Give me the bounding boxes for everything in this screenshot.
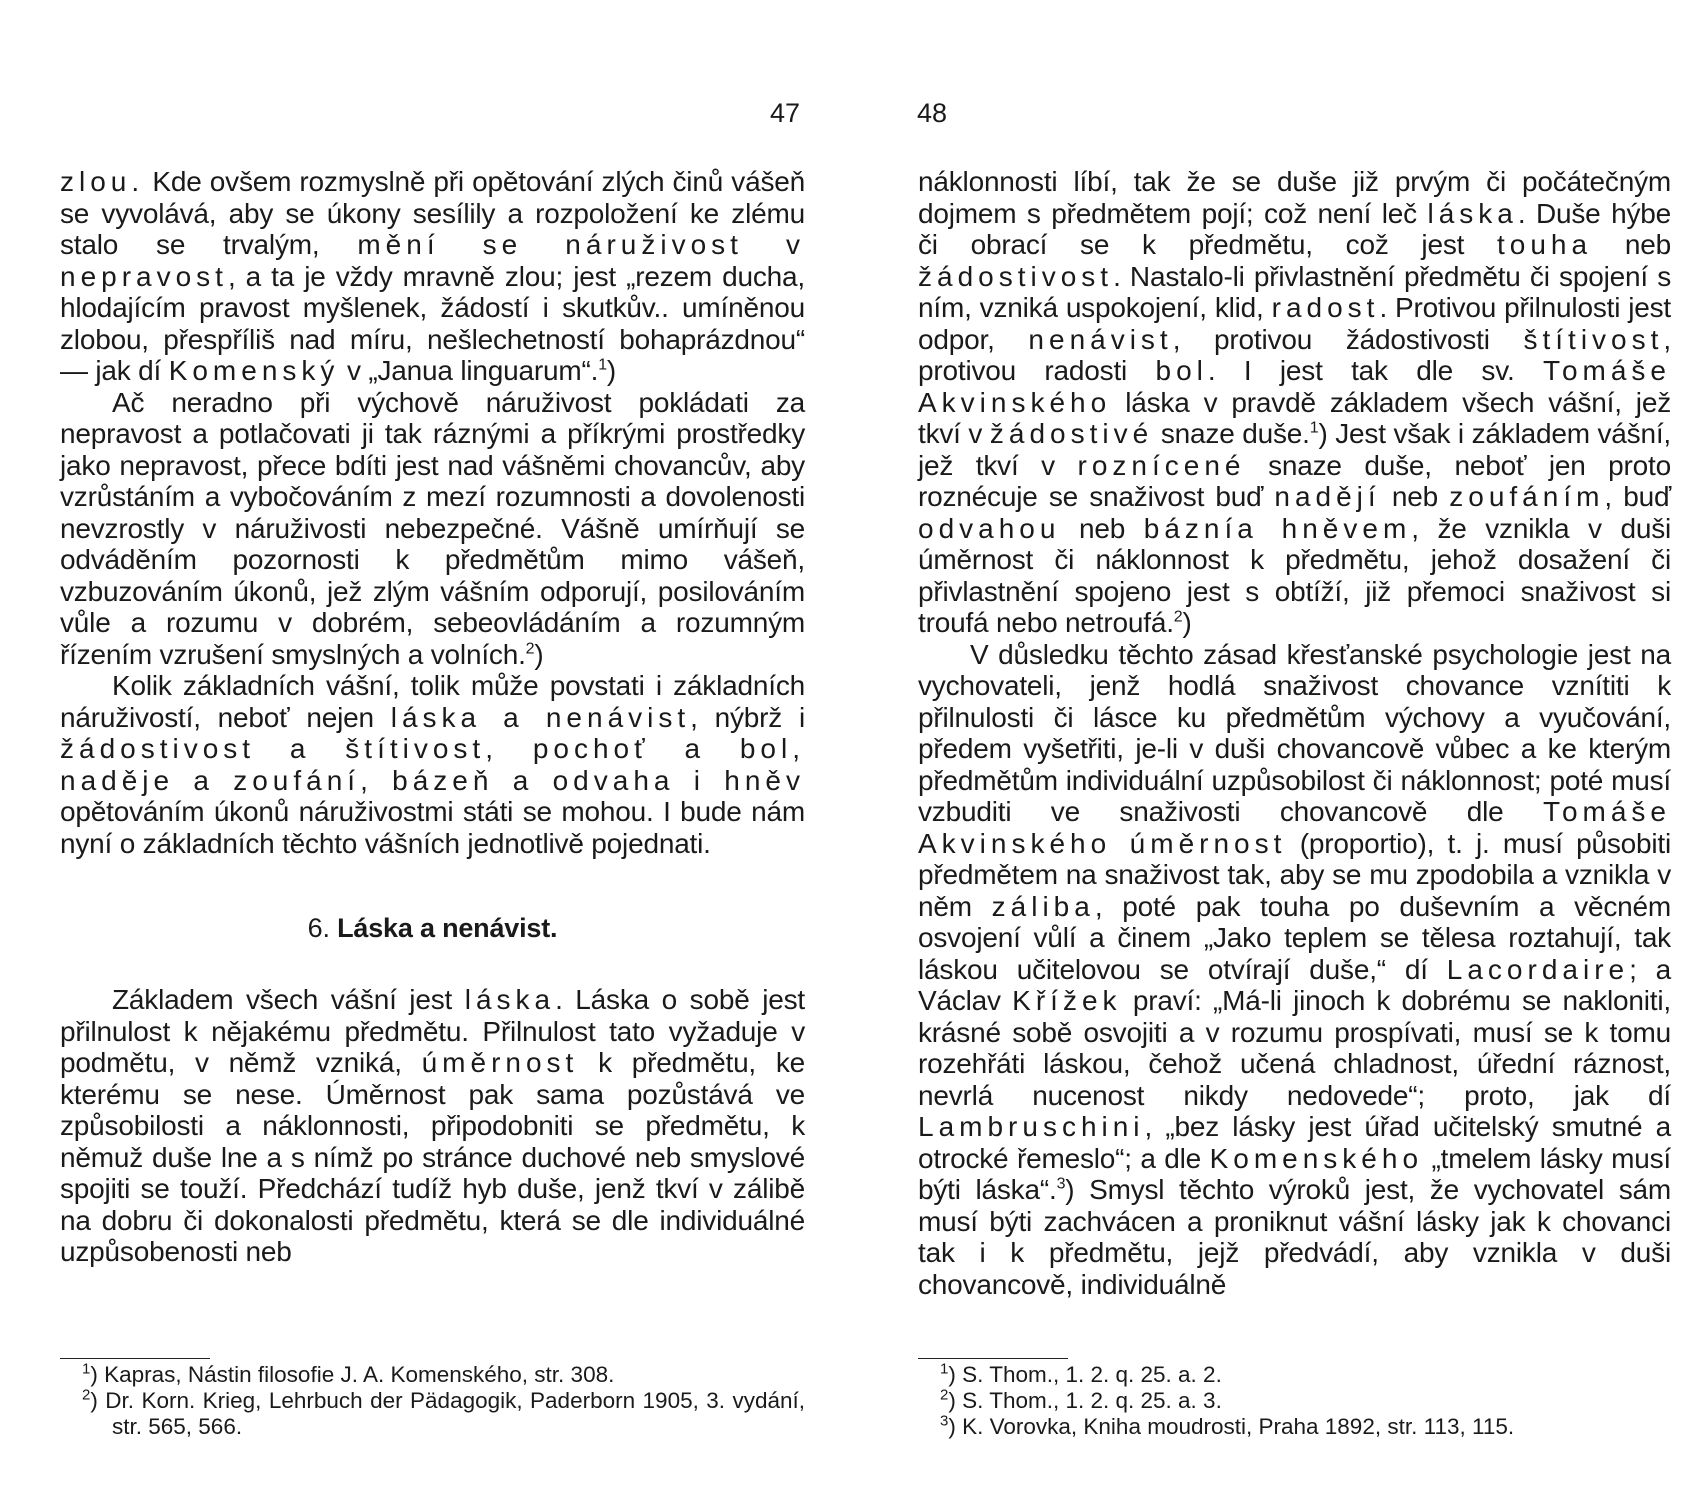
footnote-ref: 3 [1056,1175,1066,1193]
text-run: Ač neradno při výchově náruživost pokládati za nepravost a potlačovati ji tak ráznými a příkrými prostředky jako nepravost, přece bdíti jest nad vášněmi chovancův, aby vzrůstáním a vybočováním z mezí rozumnosti a dovolenosti nevzrostly v náruživosti nebezpečné. Vášně umírňují se odváděním pozornosti k předmětům mimo vášeň, vzbuzováním úkonů, jež zlým vášním odporují, posilováním vůle a rozumu v dobrém, sebeovládáním a rozumným řízením vzrušení smyslných a volních. [60,386,805,670]
section-heading [60,913,805,944]
text-run: . I jest tak dle sv. [1207,355,1543,386]
emphasized-text: radost [1271,292,1380,323]
footnote-ref: 1 [598,356,607,374]
text-run: V důsledku těchto zásad křesťanské psychologie jest na vychovateli, jenž hodlá snaživost chovance vznítiti k přilnulosti či lásce ku předmětům výchovy a vyučování, předem vyšetřiti, je-li v duši chovancově vůbec a ke kterým předmětům individuální uzpůsobilost či náklonnost; poté musí vzbuditi ve snaživosti chovancově dle [918,638,1671,827]
text-run: , poté pak touha po duševním a věcném osvojení vůlí a činem „Jako teplem se tělesa roztahují, tak láskou učitelovou se otvírají duše,“ dí [918,890,1672,985]
paragraph [918,639,1671,1301]
emphasized-text: Komenského [1209,1142,1424,1174]
text-run: , že vznikla v duši úměrnost či náklonnost k předmětu, jehož dosažení či přivlastnění spojeno jest s obtíží, již přemoci snaživost si troufá nebo netroufá. [918,512,1672,638]
footnote-mark: 2 [82,1386,91,1404]
text-run: v „Janua linguarum“. [339,355,599,386]
emphasized-text: žádostivost [918,260,1114,292]
text-run: , buď [1604,481,1671,512]
paragraph [60,984,805,1268]
footnotes [60,1362,805,1440]
footnote-mark: 3 [940,1412,949,1430]
text-run: , „bez lásky jest úřad učitelský smutné a otrocké řemeslo“; a dle [918,1111,1671,1174]
text-run: snaze duše. [1153,418,1310,449]
footnote-rule [918,1358,1068,1359]
footnotes [918,1362,1671,1440]
footnote-text: K. Vorovka, Kniha moudrosti, Praha 1892, str. 113, 115. [962,1414,1515,1439]
text-run: ) [534,638,544,670]
text-run: neb [1060,512,1144,544]
footnote-text: Dr. Korn. Krieg, Lehrbuch der Pädagogik, Paderborn 1905, 3. vydání, str. 565, 566. [105,1388,805,1439]
emphasized-text: nenávist [1028,323,1173,355]
footnote-rule [60,1358,210,1359]
text-run: neb [1380,481,1450,512]
emphasized-text: odvahou [918,512,1061,544]
emphasized-text: láska a nenávist [390,701,691,733]
body-text [60,166,805,1268]
emphasized-text: touha [1497,229,1593,260]
footnote-ref: 2 [1173,608,1183,626]
text-run: (proportio), t. j. musí působiti předmětem na snaživost tak, aby se mu zpodobila a vznikla v něm [918,827,1671,922]
emphasized-text: bol [1155,355,1208,386]
text-run: ) [606,355,617,386]
footnote: $^1$) Kapras, Nástin filosofie J. A. Komenského, str. 308. [82,1360,615,1387]
emphasized-text: láska [1427,197,1518,229]
emphasized-text: Křížek [1012,985,1122,1016]
footnote-ref: 2 [525,640,535,658]
text-run: láska v pravdě základem všech vášní, jež tkví v [918,386,1671,449]
paragraph [60,166,805,387]
emphasized-text: báznía hněvem [1143,512,1412,544]
footnote: $^2$) S. Thom., 1. 2. q. 25. a. 3. [940,1386,1222,1413]
footnote-mark: 1 [82,1360,91,1378]
text-run: „tmelem lásky musí býti láska“. [918,1142,1671,1205]
text-run: ; a Václav [918,953,1672,1016]
emphasized-text: zlou. [60,166,145,197]
text-run: . Protivou přilnulosti jest odpor, [918,292,1671,355]
footnote: $^1$) S. Thom., 1. 2. q. 25. a. 2. [940,1360,1222,1387]
footnote-text: S. Thom., 1. 2. q. 25. a. 3. [962,1388,1222,1413]
footnote-ref: 1 [1309,419,1319,437]
footnote: $^3$) K. Vorovka, Kniha moudrosti, Praha 1892, str. 113, 115. [940,1412,1515,1439]
text-run: ) [1182,607,1192,638]
paragraph [60,387,805,671]
text-run: Kolik základních vášní, tolik může povstati i základních náruživostí, neboť nejen [60,670,805,733]
emphasized-text: záliba [991,890,1095,922]
emphasized-text: nadějí [1274,481,1381,512]
text-run: ) Smysl těchto výroků jest, že vychovatel sám musí býti zachvácen a proniknut vášní lásky jak k chovanci tak i k předmětu, jejž předvádí, aby vznikla v duši chovancově, individuálně [918,1174,1672,1300]
text-run: , protivou radosti [918,323,1671,386]
page-number: 47 [770,98,801,128]
page-number: 48 [917,98,948,128]
footnote-text: Kapras, Nástin filosofie J. A. Komenského, str. 308. [104,1362,615,1387]
emphasized-text: láska [464,984,556,1015]
text-run: náklonnosti líbí, tak že se duše již prvým či počátečným dojmem s předmětem pojí; což není leč [918,166,1671,229]
text-run: Základem všech vášní jest [112,984,465,1015]
emphasized-text: žádostivost a štítivost, pochoť a bol, naděje a zoufání, bázeň a odvaha i hněv [60,733,805,796]
text-run: ) Jest však i základem vášní, jež tkví v [918,418,1672,481]
section-number: 6. [307,913,330,943]
text-run: praví: „Má-li jinoch k dobrému se nakloniti, krásné sobě osvojiti a v rozumu prospívati, musí se k tomu rozehřáti láskou, čehož učená chladnost, úřední ráznost, nevrlá nucenost nikdy nedovede“; proto, jak dí [918,985,1671,1111]
emphasized-text: žádostivé [989,418,1154,449]
footnote-text: S. Thom., 1. 2. q. 25. a. 2. [962,1362,1222,1387]
text-run: Kde ovšem rozmyslně při opětování zlých činů vášeň se vyvolává, aby se úkony sesílily a rozpoložení ke zlému stalo se trvalým, [60,166,805,260]
footnote-mark: 2 [940,1386,949,1404]
emphasized-text: mění se náruživost v nepravost [60,229,805,292]
text-run: neb [1592,229,1671,260]
emphasized-text: úměrnost [421,1047,579,1078]
emphasized-text: štítivost [1523,323,1664,355]
footnote: $^2$) Dr. Korn. Krieg, Lehrbuch der Pädagogik, Paderborn 1905, 3. vydání, str. 565, 566. [82,1386,805,1439]
right-page [852,0,1704,1500]
text-run: , a ta je vždy mravně zlou; jest „rezem ducha, hlodajícím pravost myšlenek, žádostí i skutkův.. umíněnou zlobou, přespříliš nad míru, nešlechetností bohaprázdnou“ — jak dí [60,260,805,386]
text-run: snaze duše, neboť jen proto roznécuje se snaživost buď [918,449,1671,512]
text-run: . Láska o sobě jest přilnulost k nějakému předmětu. Přilnulost tato vyžaduje v podmětu, v němž vzniká, [60,984,805,1078]
text-run: . Nastalo-li přivlastnění předmětu či spojení s ním, vzniká uspokojení, klid, [918,260,1671,323]
text-run: , protivou žádostivosti [1172,323,1524,355]
paragraph [60,670,805,859]
emphasized-text: Tomáše Akvinského [918,355,1671,418]
text-run: opětováním úkonů náruživostmi státi se mohou. I bude nám nyní o základních těchto vášních jednotlivě pojednati. [60,796,805,859]
emphasized-text: Komenský [168,355,340,386]
text-run: , nýbrž i [690,701,805,733]
emphasized-text: zoufáním [1449,481,1605,512]
body-text [918,166,1671,1300]
footnote-mark: 1 [940,1360,949,1378]
emphasized-text: Lambruschini [918,1111,1145,1142]
emphasized-text: Lacordaire [1446,953,1630,985]
emphasized-text: Tomáše Akvinského úměrnost [918,796,1671,859]
paragraph [918,166,1671,639]
emphasized-text: roznícené [1077,449,1246,481]
section-title: Láska a nenávist. [337,913,558,943]
text-run: . Duše hýbe či obrací se k předmětu, což jest [918,197,1671,260]
text-run: k předmětu, ke kterému se nese. Úměrnost pak sama pozůstává ve způsobilosti a náklonnosti, připodobniti se předmětu, k němuž duše lne a s nímž po stránce duchové neb smyslové spojiti se touží. Předchází tudíž hyb duše, jenž tkví v zálibě na dobru či dokonalosti předmětu, která se dle individuálné uzpůsobenosti neb [60,1047,805,1267]
